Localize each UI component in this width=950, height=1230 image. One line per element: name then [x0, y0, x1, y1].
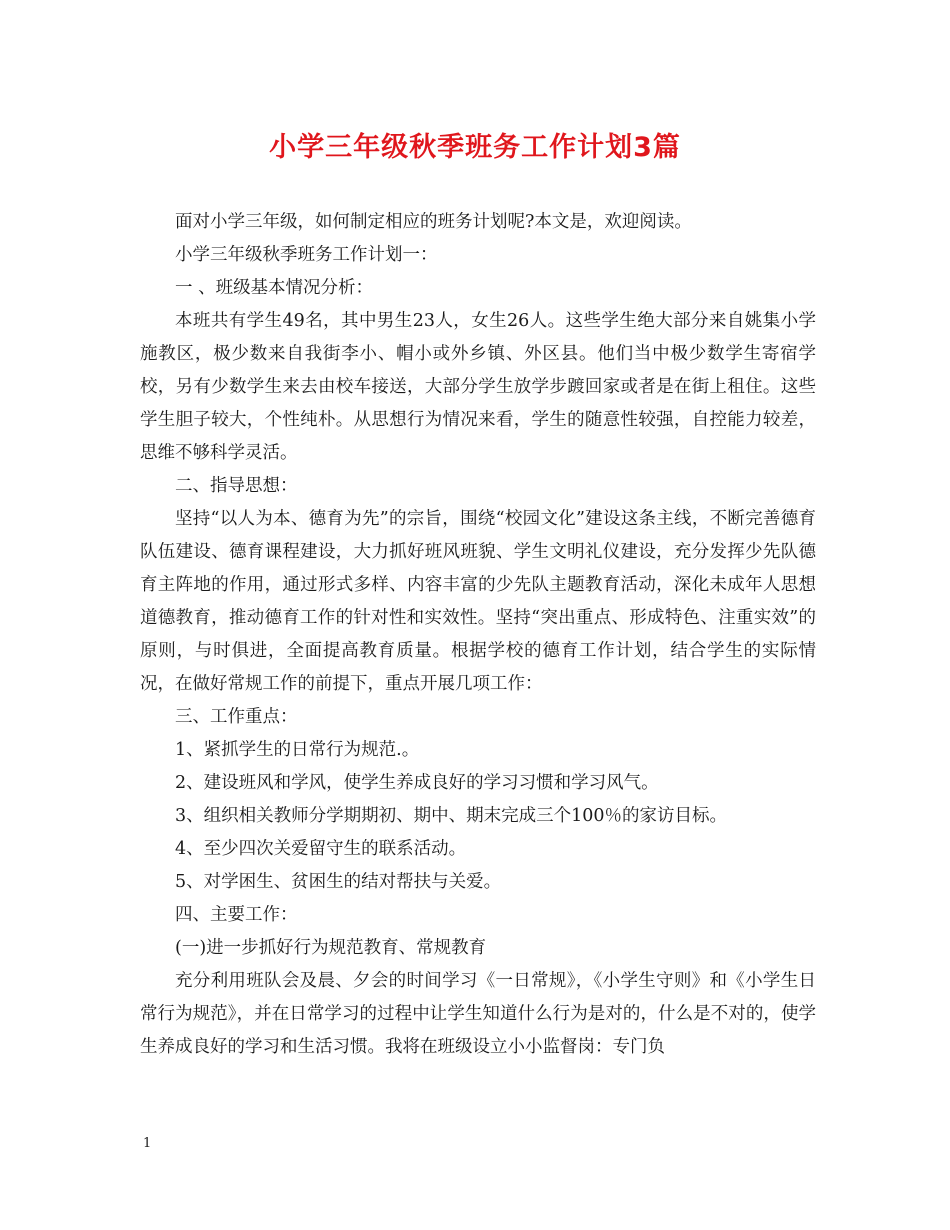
- document-title: 小学三年级秋季班务工作计划3篇: [269, 132, 681, 163]
- list-item: 1、紧抓学生的日常行为规范.。: [175, 740, 420, 760]
- list-item: 3、组织相关教师分学期期初、期中、期末完成三个100％的家访目标。: [175, 806, 728, 826]
- document-body: [140, 206, 816, 1064]
- section-heading: 一 、班级基本情况分析：: [175, 278, 374, 298]
- paragraph: 本班共有学生49名，其中男生23人，女生26人。这些学生绝大部分来自姚集小学施教区，极少数来自我街李小、帽小或外乡镇、外区县。他们当中极少数学生寄宿学校，另有少数学生来去由校车接送，大部分学生放学步踱回家或者是在街上租住。这些学生胆子较大，个性纯朴。从思想行为情况来看，学生的随意性较强，自控能力较差，思维不够科学灵活。: [140, 311, 816, 463]
- section-heading: 四、主要工作：: [175, 905, 298, 925]
- page-number: 1: [143, 1136, 152, 1151]
- list-item: 2、建设班风和学风，使学生养成良好的学习习惯和学习风气。: [175, 773, 659, 793]
- paragraph: 小学三年级秋季班务工作计划一：: [175, 245, 438, 265]
- list-item: 5、对学困生、贫困生的结对帮扶与关爱。: [175, 872, 502, 892]
- paragraph: 充分利用班队会及晨、夕会的时间学习《一日常规》，《小学生守则》和《小学生日常行为规范》，并在日常学习的过程中让学生知道什么行为是对的，什么是不对的，使学生养成良好的学习和生活习惯。我将在班级设立小小监督岗：专门负: [140, 971, 816, 1057]
- subsection-heading: (一)进一步抓好行为规范教育、常规教育: [175, 938, 487, 958]
- section-heading: 二、指导思想：: [175, 476, 298, 496]
- paragraph: 面对小学三年级，如何制定相应的班务计划呢?本文是，欢迎阅读。: [175, 212, 692, 232]
- paragraph: 坚持“以人为本、德育为先”的宗旨，围绕“校园文化”建设这条主线，不断完善德育队伍建设、德育课程建设，大力抓好班风班貌、学生文明礼仪建设，充分发挥少先队德育主阵地的作用，通过形式多样、内容丰富的少先队主题教育活动，深化未成年人思想道德教育，推动德育工作的针对性和实效性。坚持“突出重点、形成特色、注重实效”的原则，与时俱进，全面提高教育质量。根据学校的德育工作计划，结合学生的实际情况，在做好常规工作的前提下，重点开展几项工作：: [140, 509, 816, 694]
- section-heading: 三、工作重点：: [175, 707, 298, 727]
- list-item: 4、至少四次关爱留守生的联系活动。: [175, 839, 467, 859]
